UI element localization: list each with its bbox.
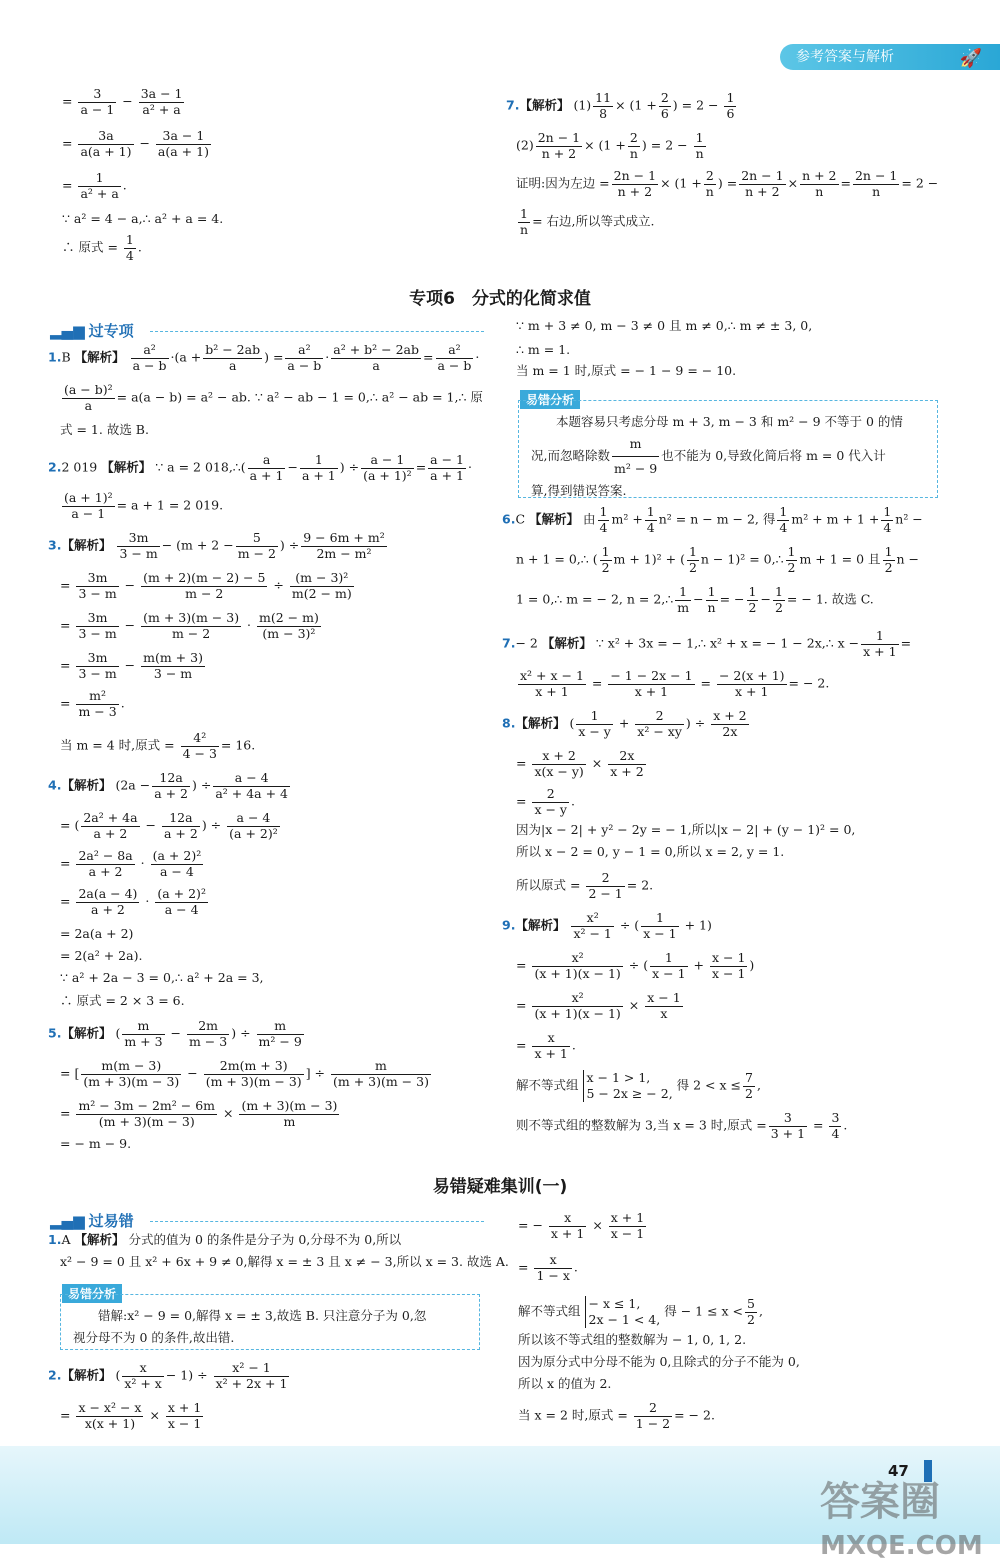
math-line: = $\frac{3a}{a(a + 1)}$ − $\frac{3a - 1}{a(a + 1)}$	[62, 128, 209, 159]
yc2-text1: 错解:x² − 9 = 0,解得 x = ± 3,故选 B. 只注意分子为 0,忽	[98, 1308, 427, 1323]
yc1-text1: 本题容易只考虑分母 m + 3, m − 3 和 m² − 9 不等于 0 的情	[556, 414, 903, 429]
watermark	[820, 1470, 983, 1561]
q9-line6: 则不等式组的整数解为 3,当 x = 3 时,原式 = $\frac{3}{3 + 1}$ = $\frac{3}{4}$ .	[516, 1110, 848, 1141]
q3-line2: = $\frac{3m}{3 - m}$ − $\frac{(m + 2)(m - 2) - 5}{m - 2}$ ÷ $\frac{\text{(m − 3)²}}{m(2 - m)}$	[60, 570, 352, 601]
yc1-text2: 况,而忽略除数 $\frac{m}{\text{m² − 9}}$ 也不能为 0,导致化简后将 m = 0 代入计	[531, 433, 925, 480]
er-line6: 所以 x 的值为 2.	[518, 1376, 612, 1391]
e1-line1: 1.A 【解析】 分式的值为 0 的条件是分子为 0,分母不为 0,所以	[48, 1232, 402, 1247]
q8-line1: 8.【解析】 ( $\frac{1}{x - y}$ + $\frac{2}{\text{x² − xy}}$ ) ÷ $\frac{x + 2}{2x}$	[502, 708, 747, 739]
er-line5: 因为原分式中分母不能为 0,且除式的分子不能为 0,	[518, 1354, 800, 1369]
q7-line1: 7.【解析】 (1) $\frac{11}{8}$ × (1 + $\frac{2}{6}$ ) = 2 − $\frac{1}{6}$	[506, 90, 735, 121]
er-line1: = − $\frac{x}{x + 1}$ × $\frac{x + 1}{x - 1}$	[518, 1210, 645, 1241]
q9-line5: 解不等式组 x − 1 > 1, 5 − 2x ≥ − 2, 得 2 < x ≤ $\frac{7}{2}$ ,	[516, 1070, 761, 1101]
math-line: ∵ a² = 4 − a,∴ a² + a = 4.	[62, 211, 224, 226]
q8-line4: 因为|x − 2| + y² − 2y = − 1,所以|x − 2| + (y − 1)² = 0,	[516, 822, 856, 837]
yc1-text3: 算,得到错误答案.	[531, 483, 627, 498]
q3-line1: 3.【解析】 $\frac{3m}{3 - m}$ − (m + 2 − $\frac{5}{m - 2}$ ) ÷ $\frac{\text{9 − 6m + m²}}{\text{2m − m²}}$	[48, 530, 385, 561]
er-line7: 当 x = 2 时,原式 = $\frac{2}{1 - 2}$ = − 2.	[518, 1400, 715, 1431]
q3-line3: = $\frac{3m}{3 - m}$ − $\frac{(m + 3)(m - 3)}{m - 2}$ · $\frac{m(2 - m)}{\text{(m − 3)²}}$	[60, 610, 319, 641]
q3-line5: = $\frac{\text{m²}}{m - 3}$ .	[60, 688, 125, 719]
q7-line2: (2) $\frac{2n - 1}{n + 2}$ × (1 + $\frac{2}{n}$ ) = 2 − $\frac{1}{n}$	[516, 130, 704, 161]
q5-line1: 5.【解析】 ( $\frac{m}{m + 3}$ − $\frac{2m}{m - 3}$ ) ÷ $\frac{m}{\text{m² − 9}}$	[48, 1018, 302, 1049]
q4-line2: = ( $\frac{\text{2a² + 4a}}{a + 2}$ − $\frac{12a}{a + 2}$ ) ÷ $\frac{a - 4}{\text{(a + 2)²}}$	[60, 810, 278, 841]
q5-line4: = − m − 9.	[60, 1136, 132, 1151]
section-title-2: 易错疑难集训(一)	[432, 1177, 568, 1197]
q7b-line1: 7.− 2 【解析】 ∵ x² + 3x = − 1,∴ x² + x = − 1 − 2x,∴ x − $\frac{1}{x + 1}$ =	[502, 628, 912, 659]
sub-heading: ▂▄▆ 过专项	[50, 322, 134, 340]
watermark-text: 答案圈	[820, 1479, 940, 1525]
q4-line3: = $\frac{\text{2a² − 8a}}{a + 2}$ · $\frac{\text{(a + 2)²}}{a - 4}$	[60, 848, 202, 879]
error-analysis-label-2: 易错分析	[62, 1284, 122, 1303]
er-line2: = $\frac{x}{1 - x}$ .	[518, 1252, 578, 1283]
q1-line2: $\frac{\text{(a − b)²}}{a}$ = a(a − b) = a² − ab. ∵ a² − ab − 1 = 0,∴ a² − ab = 1,∴ 原	[64, 382, 483, 413]
q4-line8: ∴ 原式 = 2 × 3 = 6.	[60, 993, 185, 1008]
q9-line3: = $\frac{\text{x²}}{(x + 1)(x - 1)}$ × $\frac{x - 1}{x}$	[516, 990, 681, 1021]
signal-icon: ▂▄▆	[50, 1212, 85, 1230]
math-line: ∴ 原式 = $\frac{1}{4}$ .	[62, 232, 142, 263]
q8-line5: 所以 x − 2 = 0, y − 1 = 0,所以 x = 2, y = 1.	[516, 844, 785, 859]
math-line: = $\frac{1}{\text{a² + a}}$ .	[62, 170, 127, 201]
section-title: 专项6 分式的化简求值	[409, 289, 591, 309]
q4-line5: = 2a(a + 2)	[60, 926, 134, 941]
er-line4: 所以该不等式组的整数解为 − 1, 0, 1, 2.	[518, 1332, 747, 1347]
yc2-text2: 视分母不为 0 的条件,故出错.	[73, 1330, 235, 1345]
e2-line2: = $\frac{\text{x − x² − x}}{x(x + 1)}$ × $\frac{x + 1}{x - 1}$	[60, 1400, 202, 1431]
page-number: 47	[888, 1462, 909, 1480]
q8-line6: 所以原式 = $\frac{2}{2 - 1}$ = 2.	[516, 870, 654, 901]
q1-line3: 式 = 1. 故选 B.	[60, 422, 149, 437]
error-analysis-label: 易错分析	[520, 390, 580, 409]
q5-line3: = $\frac{\text{m² − 3m − 2m² − 6m}}{(m + 3)(m - 3)}$ × $\frac{(m + 3)(m - 3)}{m}$	[60, 1098, 338, 1129]
rtop-line2: ∴ m = 1.	[516, 342, 571, 357]
divider	[150, 1221, 484, 1222]
q7-line4: $\frac{1}{n}$ = 右边,所以等式成立.	[520, 206, 655, 237]
error-analysis-box	[518, 400, 938, 498]
q9-line4: = $\frac{x}{x + 1}$ .	[516, 1030, 576, 1061]
q6-line3: 1 = 0,∴ m = − 2, n = 2,∴ $\frac{1}{m}$ − $\frac{1}{n}$ = − $\frac{1}{2}$ − $\frac{1}{2}$ = − 1. 故选 C.	[516, 584, 874, 615]
header-tab	[780, 44, 1000, 70]
q9-line2: = $\frac{\text{x²}}{(x + 1)(x - 1)}$ ÷ ( $\frac{1}{x - 1}$ + $\frac{x - 1}{x - 1}$ )	[516, 950, 755, 981]
divider	[150, 331, 484, 332]
q7-line3: 证明:因为左边 = $\frac{2n - 1}{n + 2}$ × (1 + $\frac{2}{n}$ ) = $\frac{2n - 1}{n + 2}$ × $\frac{n + 2}{n}$ = $\frac{2n - 1}{n}$ = 2 −	[516, 168, 939, 199]
rtop-line3: 当 m = 1 时,原式 = − 1 − 9 = − 10.	[516, 363, 737, 378]
q6-line2: n + 1 = 0,∴ ( $\frac{1}{2}$ m + 1)² + ( $\frac{1}{2}$ n − 1)² = 0,∴ $\frac{1}{2}$ m + 1 = 0 且 $\frac{1}{2}$ n −	[516, 544, 920, 575]
signal-icon: ▂▄▆	[50, 322, 85, 340]
q3-line6: 当 m = 4 时,原式 = $\frac{\text{4²}}{4 - 3}$ = 16.	[60, 730, 256, 761]
q4-line1: 4.【解析】 (2a − $\frac{12a}{a + 2}$ ) ÷ $\frac{a - 4}{\text{a² + 4a + 4}}$	[48, 770, 289, 801]
q1-line1: 1.B 【解析】 $\frac{\text{a²}}{a - b}$ ·(a + $\frac{\text{b² − 2ab}}{a}$ ) = $\frac{\text{a²}}{a - b}$ · $\frac{\text{a² + b² − 2ab}}{a}$ = $\frac{\text{a²}}{a - b}$ ·	[48, 342, 480, 373]
rocket-icon: 🚀	[959, 48, 982, 69]
rtop-line1: ∵ m + 3 ≠ 0, m − 3 ≠ 0 且 m ≠ 0,∴ m ≠ ± 3, 0,	[516, 318, 813, 333]
q9-line1: 9.【解析】 $\frac{\text{x²}}{\text{x² − 1}}$ ÷ ( $\frac{1}{x - 1}$ + 1)	[502, 910, 712, 941]
q6-line1: 6.C 【解析】 由 $\frac{1}{4}$ m² + $\frac{1}{4}$ n² = n − m − 2, 得 $\frac{1}{4}$ m² + m + 1 + $\frac{1}{4}$ n² −	[502, 504, 923, 535]
watermark-url: MXQE.COM	[820, 1531, 983, 1561]
q4-line4: = $\frac{2a(a - 4)}{a + 2}$ · $\frac{\text{(a + 2)²}}{a - 4}$	[60, 886, 206, 917]
q3-line4: = $\frac{3m}{3 - m}$ − $\frac{m(m + 3)}{3 - m}$	[60, 650, 203, 681]
math-line: = $\frac{3}{a - 1}$ − $\frac{3a - 1}{\text{a² + a}}$	[62, 86, 183, 117]
q2-line2: $\frac{\text{(a + 1)²}}{a - 1}$ = a + 1 = 2 019.	[64, 490, 224, 521]
e1-line2: x² − 9 = 0 且 x² + 6x + 9 ≠ 0,解得 x = ± 3 且 x ≠ − 3,所以 x = 3. 故选 A.	[60, 1254, 509, 1269]
q2-line1: 2.2 019 【解析】 ∵ a = 2 018,∴( $\frac{a}{a + 1}$ − $\frac{1}{a + 1}$ ) ÷ $\frac{a - 1}{\text{(a + 1)²}}$ = $\frac{a - 1}{a + 1}$ ·	[48, 452, 472, 483]
q7b-line2: $\frac{\text{x² + x − 1}}{x + 1}$ = $\frac{- 1 - 2x - 1}{x + 1}$ = $\frac{- 2(x + 1)}{x + 1}$ = − 2.	[520, 668, 830, 699]
header-title: 参考答案与解析	[796, 49, 894, 65]
sub-heading-2: ▂▄▆ 过易错	[50, 1212, 134, 1230]
error-analysis-box-2	[60, 1294, 480, 1350]
q4-line7: ∵ a² + 2a − 3 = 0,∴ a² + 2a = 3,	[60, 970, 264, 985]
q8-line3: = $\frac{2}{x - y}$ .	[516, 786, 575, 817]
q8-line2: = $\frac{x + 2}{x(x - y)}$ × $\frac{2x}{x + 2}$	[516, 748, 644, 779]
q5-line2: = [ $\frac{m(m - 3)}{(m + 3)(m - 3)}$ − $\frac{2m(m + 3)}{(m + 3)(m - 3)}$ ] ÷ $\frac{m}{(m + 3)(m - 3)}$	[60, 1058, 429, 1089]
q4-line6: = 2(a² + 2a).	[60, 948, 143, 963]
er-line3: 解不等式组 − x ≤ 1, 2x − 1 < 4, 得 − 1 ≤ x < $\frac{5}{2}$ ,	[518, 1296, 763, 1327]
e2-line1: 2.【解析】 ( $\frac{x}{\text{x² + x}}$ − 1) ÷ $\frac{\text{x² − 1}}{\text{x² + 2x + 1}}$	[48, 1360, 288, 1391]
